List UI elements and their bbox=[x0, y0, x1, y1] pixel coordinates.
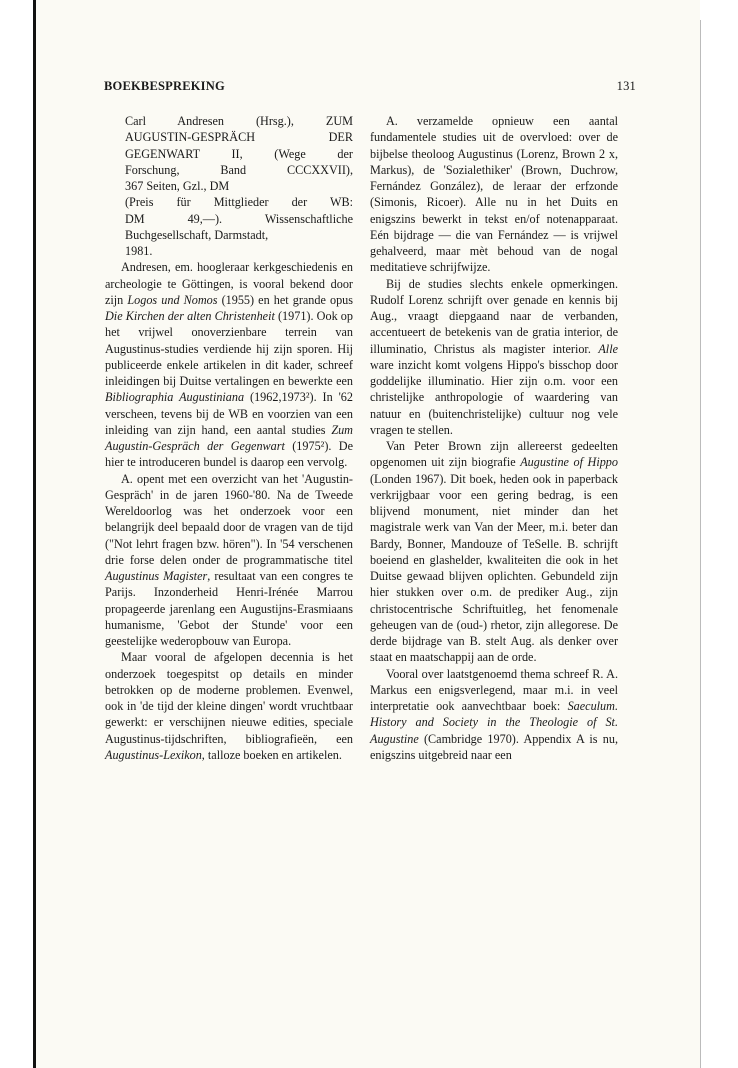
running-head bbox=[104, 79, 636, 94]
citation-year: 1981. bbox=[125, 244, 153, 258]
left-column bbox=[105, 113, 353, 763]
citation-title-line-2: AUGUSTIN-GESPRÄCH DER bbox=[125, 130, 353, 145]
page-right-edge bbox=[700, 20, 701, 1068]
paragraph-left-2: A. opent met een overzicht van het 'Augustin-Gespräch' in de jaren 1960-'80. Na de Tweede Wereldoorlog was het onderzoek voor een belangrijk deel bepaald door de vragen van de tijd ("Not lehrt fragen bzw. hören"). In '54 verschenen drie forse delen onder de programmatische titel Augustinus Magister, resultaat van een congres te Parijs. Inzonderheid Henri-Irénée Marrou propageerde jarenlang een Augustijns-Erasmiaans humanisme, 'Gebot der Stunde' voor een geestelijke wederopbouw van Europa. bbox=[105, 471, 353, 648]
page-number: 131 bbox=[616, 79, 636, 93]
paragraph-left-1: Andresen, em. hoogleraar kerkgeschiedenis en archeologie te Göttingen, is vooral bekend door zijn Logos und Nomos (1955) en het grande opus Die Kirchen der alten Christenheit (1971). Ook op het vrijwel onoverzienbare terrein van Augustinus-studies verdiende hij zijn sporen. Hij publiceerde enkele artikelen in dit kader, schreef inleidingen bij Duitse vertalingen en bewerkte een Bibliographia Augustiniana (1962,1973²). In '62 verscheen, tevens bij de WB en voorzien van een inleiding van zijn hand, een aantal studies Zum Augustin-Gespräch der Gegenwart (1975²). De hier te introduceren bundel is daarop een vervolg. bbox=[105, 260, 353, 470]
paragraph-right-4: Vooral over laatstgenoemd thema schreef R. A. Markus een enigsverlegend, maar m.i. in veel interpretatie ook aanvechtbaar boek: Saeculum. History and Society in the Theologie of St. Augustine (Cambridge 1970). Appendix A is nu, enigszins uitgebreid naar een bbox=[370, 666, 618, 762]
citation-title-line-3: GEGENWART II, (Wege der bbox=[125, 146, 353, 161]
citation-author: Carl Andresen (Hrsg.), ZUM bbox=[125, 114, 353, 128]
citation-series: Forschung, Band CCCXXVII), bbox=[125, 162, 353, 177]
paragraph-left-3: Maar vooral de afgelopen decennia is het onderzoek toegespitst op details en minder betrokken op de moderne problemen. Evenwel, ook in 'de tijd der kleine dingen' wordt vruchtbaar gewerkt: er verschijnen nieuwe edities, speciale Augustinus-tijdschriften, bibliografieën, een Augustinus-Lexikon, talloze boeken en artikelen. bbox=[105, 650, 353, 762]
citation-price-1: (Preis für Mittglieder der WB: bbox=[125, 195, 353, 210]
book-citation bbox=[125, 113, 353, 259]
paragraph-right-2: Bij de studies slechts enkele opmerkingen. Rudolf Lorenz schrijft over genade en kennis bij Aug., vraagt diepgaand naar de verbanden, accentueert de betekenis van de gratia interior, de illuminatio, Christus als magister interior. Alle ware inzicht komt volgens Hippo's bisschop door goddelijke illuminatio. Hier zijn o.m. voor een christelijke anthropologie of waardering van natuur en (buitenchristelijke) cultuur nog vele vragen te stellen. bbox=[370, 276, 618, 437]
running-title: BOEKBESPREKING bbox=[104, 79, 225, 93]
paragraph-right-3: Van Peter Brown zijn allereerst gedeelten opgenomen uit zijn biografie Augustine of Hippo (Londen 1967). Dit boek, heden ook in paperback verkrijgbaar voor een gering bedrag, is een blijvend monument, niet minder dan het magistrale werk van Van der Meer, m.i. beter dan Bardy, Bonner, Mandouze of TeSelle. B. schrijft boeiend en glashelder, kwaliteiten die ook in het Duitse gewaad blijven oplichten. Gebundeld zijn hier stukken over o.m. de prediker Aug., zijn christocentrische Schriftuitleg, het fenomenale geheugen van de (oud-) rhetor, zijn allegorese. De derde bijdrage van B. stelt Aug. als denker over staat en maatschappij aan de orde. bbox=[370, 439, 618, 665]
citation-details: 367 Seiten, Gzl., DM bbox=[125, 179, 230, 193]
right-column bbox=[370, 113, 618, 763]
paragraph-right-1: A. verzamelde opnieuw een aantal fundamentele studies uit de overvloed: over de bijbelse theoloog Augustinus (Lorenz, Brown 2 x, Markus), de 'Sozialethiker' (Brown, Duchrow, Fernández González), de leraar der erfzonde (Simonis, Ricoer). Alle nu in het Duits en enigszins bewerkt in tekst en/of notenapparaat. Eén bijdrage — die van Fernández — is vrijwel gehalveerd, maar mèt behoud van de nogal meditatieve schrijfwijze. bbox=[370, 114, 618, 275]
citation-publisher: Buchgesellschaft, Darmstadt, bbox=[125, 227, 269, 242]
citation-price-2: DM 49,—). Wissenschaftliche bbox=[125, 211, 353, 226]
